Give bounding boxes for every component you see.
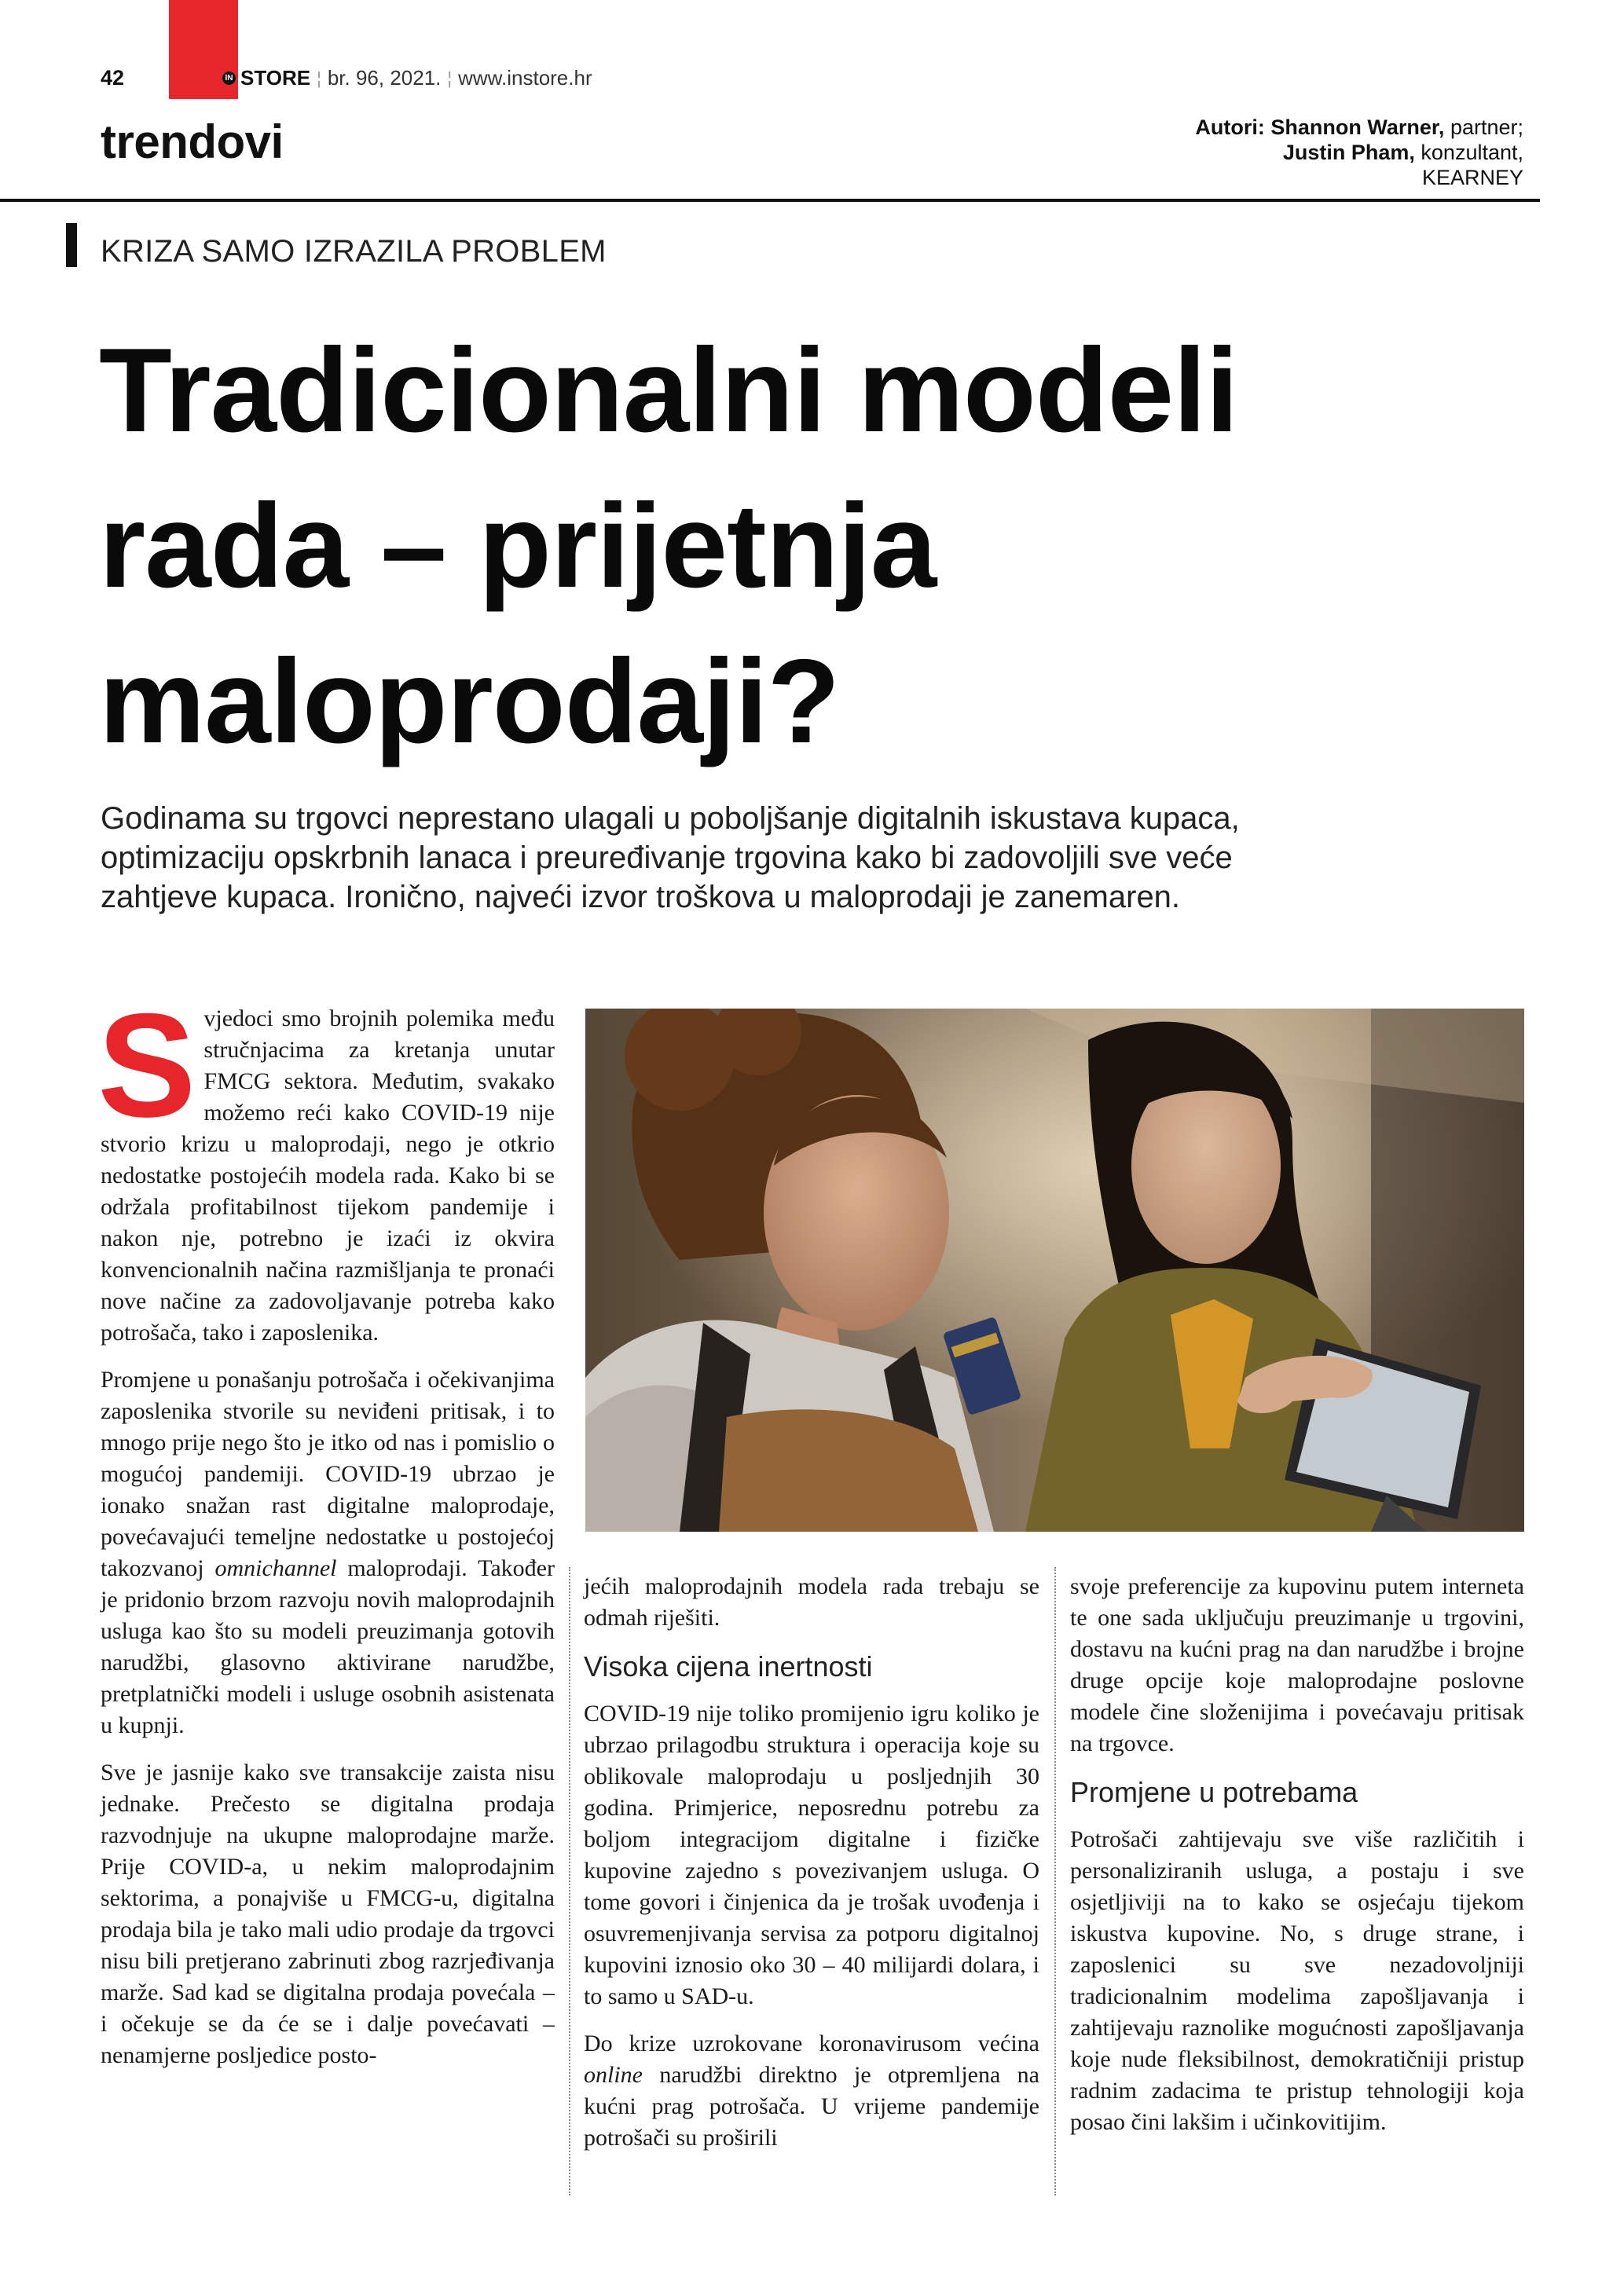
masthead-separator: ¦: [317, 68, 321, 88]
body-text: narudžbi direktno je otpremljena na kućni prag potrošača. U vrijeme pandemije potrošači su proširili: [584, 2062, 1039, 2151]
body-paragraph: [101, 1364, 555, 1741]
author-line-2: [1195, 140, 1523, 165]
subheading: Promjene u potrebama: [1070, 1776, 1358, 1808]
body-text: Promjene u ponašanju potrošača i očekivanjima zaposlenika stvorile su neviđeni pritisak, i to mnogo prije nego što je itko od nas i pomislio o mogućoj pandemiji. COVID-19 ubrzao je ionako snažan rast digitalne maloprodaje, povećavajući temeljne nedostatke u postojećoj takozvanoj: [101, 1367, 555, 1581]
header-rule: [0, 199, 1540, 202]
lead-line: optimizaciju opskrbnih lanaca i preuređivanje trgovina kako bi zadovoljili sve veće: [101, 840, 1233, 875]
body-paragraph: jećih maloprodajnih modela rada trebaju se odmah riješiti.: [584, 1573, 1039, 1631]
author-1-role: partner;: [1450, 115, 1523, 139]
author-line-1: [1195, 115, 1523, 140]
authors-label: Autori:: [1195, 115, 1265, 139]
magazine-logo-badge: IN: [222, 71, 236, 85]
body-text: maloprodaji. Također je pridonio brzom razvoju novih maloprodajnih usluga kao što su modeli preuzimanja gotovih narudžbi, glasovno aktivirane narudžbe, pretplatnički modeli i usluge osobnih asistenata u kupnji.: [101, 1555, 555, 1738]
author-2-name: Justin Pham,: [1282, 141, 1415, 164]
body-italic: omnichannel: [214, 1555, 337, 1581]
article-column-1: [97, 983, 555, 2071]
body-paragraph: [97, 983, 555, 1349]
body-paragraph: Sve je jasnije kako sve transakcije zaista nisu jednake. Prečesto se digitalna prodaja razvodnjuje na ukupne maloprodajne marže. Prije COVID-a, u nekim maloprodajnim sektorima, a ponajviše u FMCG-u, digitalna prodaja bila je tako mali udio prodaje da trgovci nisu bili pretjerano zabrinuti zbog razrjeđivanja marže. Sad kad se digitalna prodaja povećala – i očekuje se da će se i dalje povećavati – nenamjerne posljedice posto-: [101, 1760, 555, 2068]
author-2-role: konzultant,: [1421, 141, 1523, 164]
magazine-name: STORE: [240, 66, 311, 90]
headline-line: maloprodaji?: [99, 635, 840, 768]
lead-line: zahtjeve kupaca. Ironično, najveći izvor troškova u maloprodaji je zanemaren.: [101, 880, 1181, 914]
author-1-name: Shannon Warner,: [1270, 115, 1445, 139]
page-number: 42: [101, 66, 125, 90]
body-paragraph: COVID-19 nije toliko promijenio igru koliko je ubrzao prilagodbu struktura i operacija koje su oblikovale maloprodaju u posljednjih 30 godina. Primjerice, neposrednu potrebu za boljom integracijom digitalne i fizičke kupovine zajedno s povezivanjem usluga. O tome govori i činjenica da je trošak uvođenja i osuvremenjivanja servisa za potporu digitalnoj kupovini iznosio oko 30 – 40 milijardi dolara, i to samo u SAD-u.: [584, 1701, 1039, 2009]
column-divider: [1054, 1567, 1056, 2195]
article-kicker: KRIZA SAMO IZRAZILA PROBLEM: [101, 234, 607, 269]
headline-line: Tradicionalni modeli: [99, 324, 1238, 457]
subheading: Visoka cijena inertnosti: [584, 1650, 873, 1683]
body-paragraph: Potrošači zahtijevaju sve više različitih i personaliziranih usluga, a postaju i sve osjetljiviji na to kako se osjećaju tijekom iskustva kupovine. No, s druge strane, i zaposlenici su sve nezadovoljniji tradicionalnim modelima zapošljavanja i zahtijevaju raznolike mogućnosti zapošljavanja koje nude fleksibilnost, demokratičniji pristup radnim zadacima te pristup tehnologiji koja posao čini lakšim i učinkovitijim.: [1070, 1826, 1524, 2135]
photo-illustration: [585, 1009, 1524, 1532]
section-name: trendovi: [101, 115, 284, 168]
issue-number: br. 96, 2021.: [327, 66, 442, 90]
body-text: vjedoci smo brojnih polemika među stručnjacima za kretanja unutar FMCG sektora. Međutim, svakako možemo reći kako COVID-19 nije stvorio krizu u maloprodaji, nego je otkrio nedostatke postojećih modela rada. Kako bi se održala profitabilnost tijekom pandemije i nakon nje, potrebno je izaći iz okvira konvencionalnih načina razmišljanja te pronaći nove načine za zadovoljavanje potreba kako potrošača, tako i zaposlenika.: [101, 1005, 555, 1346]
headline-line: rada – prijetnja: [99, 479, 937, 613]
masthead: [222, 66, 592, 90]
body-paragraph: svoje preferencije za kupovinu putem interneta te one sada uključuju preuzimanje u trgovini, dostavu na kućni prag na dan narudžbe i brojne druge opcije koje maloprodajne poslovne modele čine složenijima i povećavaju pritisak na trgovce.: [1070, 1573, 1524, 1756]
drop-cap: S: [97, 983, 196, 1148]
article-photo: [585, 1009, 1524, 1532]
article-column-2: [584, 1571, 1039, 2154]
article-headline: [99, 313, 1560, 779]
article-column-3: [1070, 1571, 1524, 2138]
body-text: Do krize uzrokovane koronavirusom većina: [584, 2031, 1039, 2056]
article-lead: [101, 799, 1538, 917]
body-paragraph: [584, 2028, 1039, 2154]
lead-line: Godinama su trgovci neprestano ulagali u poboljšanje digitalnih iskustava kupaca,: [101, 801, 1240, 836]
kicker-bar: [66, 223, 77, 267]
masthead-separator: ¦: [447, 68, 453, 88]
body-italic: online: [584, 2062, 643, 2088]
column-divider: [569, 1567, 570, 2195]
authors-block: [1195, 115, 1523, 190]
website-link[interactable]: www.instore.hr: [458, 66, 592, 90]
author-company: KEARNEY: [1421, 166, 1523, 189]
